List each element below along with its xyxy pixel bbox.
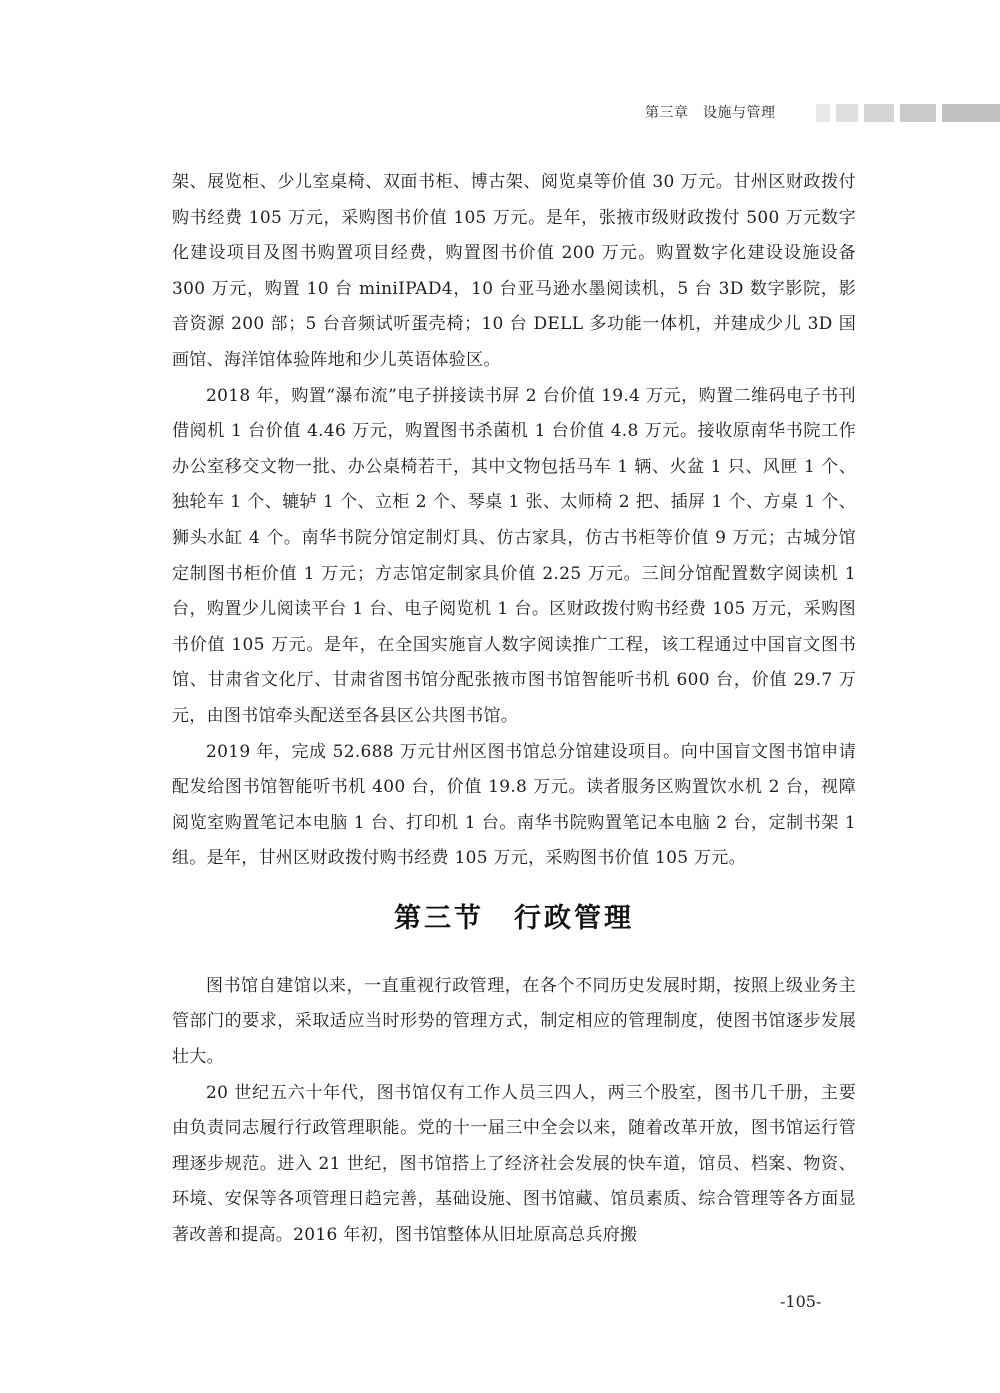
body-paragraph-2019: 2019 年，完成 52.688 万元甘州区图书馆总分馆建设项目。向中国盲文图书馆申请配发给图书馆智能听书机 400 台，价值 19.8 万元。读者服务区购置饮水机 2 台，视障阅览室购置笔记本电脑 1 台、打印机 1 台。南华书院购置笔记本电脑 2 台，定制书架 1 组。是年，甘州区财政拨付购书经费 105 万元，采购图书价值 105 万元。 xyxy=(172,741,856,869)
body-paragraph-continued: 架、展览柜、少儿室桌椅、双面书柜、博古架、阅览桌等价值 30 万元。甘州区财政拨付购书经费 105 万元，采购图书价值 105 万元。是年，张掖市级财政拨付 500 万元数字化建设项目及图书购置项目经费，购置图书价值 200 万元。购置数字化建设设施设备 300 万元，购置 10 台 miniIPAD4，10 台亚马逊水墨阅读机，5 台 3D 数字影院，影音资源 200 部；5 台音频试听蛋壳椅；10 台 DELL 多功能一体机，并建成少儿 3D 国画馆、海洋馆体验阵地和少儿英语体验区。 xyxy=(172,172,856,370)
section-title: 第三节 行政管理 xyxy=(394,902,634,934)
body-paragraph-history: 20 世纪五六十年代，图书馆仅有工作人员三四人，两三个股室，图书几千册，主要由负责同志履行行政管理职能。党的十一届三中全会以来，随着改革开放，图书馆运行管理逐步规范。进入 21 世纪，图书馆搭上了经济社会发展的快车道，馆员、档案、物资、环境、安保等各项管理日趋完善，基础设施、图书馆藏、馆员素质、综合管理等各方面显著改善和提高。2016 年初，图书馆整体从旧址原高总兵府搬 xyxy=(172,1082,856,1246)
running-header xyxy=(0,100,1000,126)
chapter-label: 第三章 设施与管理 xyxy=(645,105,776,121)
header-decor-bar xyxy=(900,104,936,122)
page-number: -105- xyxy=(780,1292,822,1311)
page-body xyxy=(172,165,856,1254)
body-paragraph-intro: 图书馆自建馆以来，一直重视行政管理，在各个不同历史发展时期，按照上级业务主管部门的要求，采取适应当时形势的管理方式，制定相应的管理制度，使图书馆逐步发展壮大。 xyxy=(172,975,856,1068)
header-decor-bar xyxy=(836,104,858,122)
header-decor-bar xyxy=(942,104,1000,122)
body-paragraph-2018: 2018 年，购置“瀑布流”电子拼接读书屏 2 台价值 19.4 万元，购置二维码电子书刊借阅机 1 台价值 4.46 万元，购置图书杀菌机 1 台价值 4.8 万元。接收原南华书院工作办公室移交文物一批、办公桌椅若干，其中文物包括马车 1 辆、火盆 1 只、风匣 1 个、独轮车 1 个、辘轳 1 个、立柜 2 个、琴桌 1 张、太师椅 2 把、插屏 1 个、方桌 1 个、狮头水缸 4 个。南华书院分馆定制灯具、仿古家具，仿古书柜等价值 9 万元；古城分馆定制图书柜价值 1 万元；方志馆定制家具价值 2.25 万元。三间分馆配置数字阅读机 1 台，购置少儿阅读平台 1 台、电子阅览机 1 台。区财政拨付购书经费 105 万元，采购图书价值 105 万元。是年，在全国实施盲人数字阅读推广工程，该工程通过中国盲文图书馆、甘肃省文化厅、甘肃省图书馆分配张掖市图书馆智能听书机 600 台，价值 29.7 万元，由图书馆牵头配送至各县区公共图书馆。 xyxy=(172,385,856,726)
header-decor-bar xyxy=(864,104,894,122)
header-decor-bar xyxy=(816,104,830,122)
